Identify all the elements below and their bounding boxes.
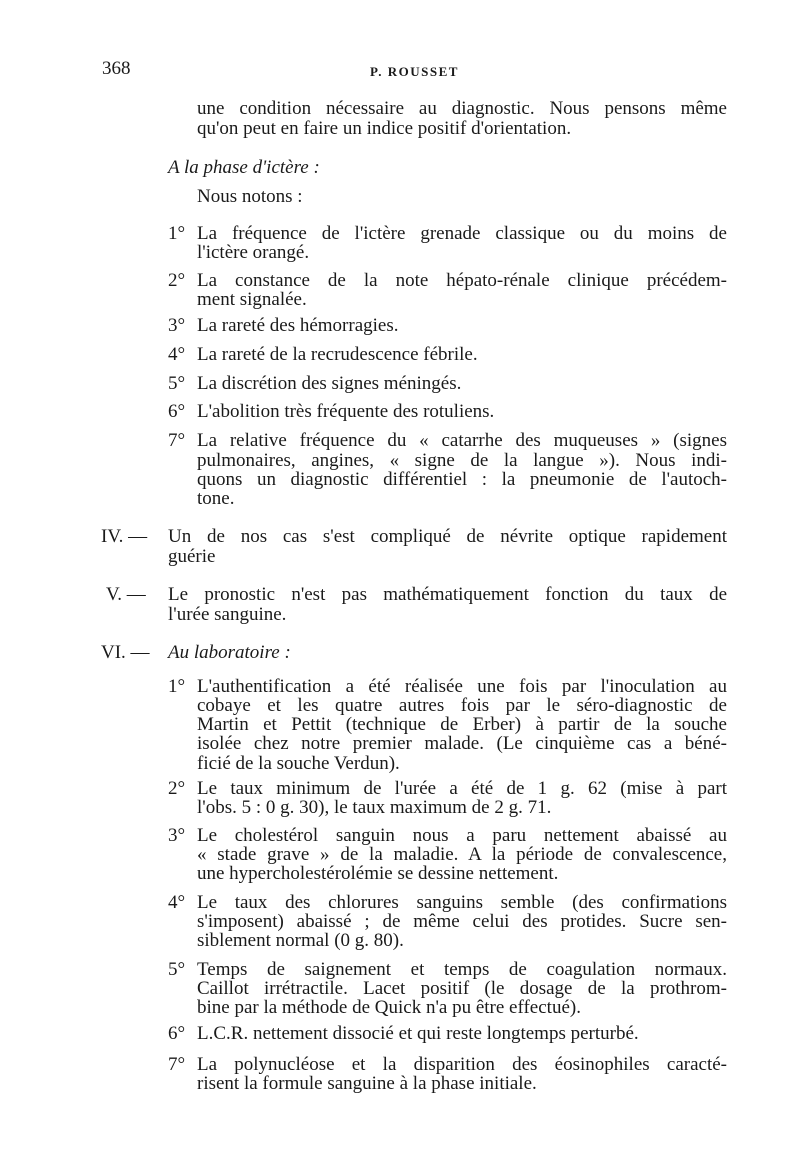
item-line: isolée chez notre premier malade. (Le cinquième cas a béné- — [197, 733, 727, 754]
item-number: 6° — [168, 401, 186, 422]
item-line: tone. — [197, 488, 235, 509]
item-number: 6° — [168, 1023, 186, 1044]
item-line: La rareté de la recrudescence fébrile. — [197, 344, 478, 365]
item-number: 2° — [168, 778, 186, 799]
item-line: siblement normal (0 g. 80). — [197, 930, 404, 951]
running-head: P. ROUSSET — [370, 64, 459, 79]
item-line: La relative fréquence du « catarrhe des muqueuses » (signes — [197, 430, 727, 451]
item-line: cobaye et les quatre autres fois par le séro-diagnostic de — [197, 695, 727, 716]
section-heading: Au laboratoire : — [168, 642, 291, 663]
item-line: Caillot irrétractile. Lacet positif (le dosage de la prothrom- — [197, 978, 727, 999]
item-line: ficié de la souche Verdun). — [197, 753, 400, 774]
item-number: 2° — [168, 270, 186, 291]
section-numeral: V. — — [106, 584, 146, 605]
item-line: La fréquence de l'ictère grenade classique ou du moins de — [197, 223, 727, 244]
item-number: 5° — [168, 373, 186, 394]
item-line: Martin et Pettit (technique de Erber) à partir de la souche — [197, 714, 727, 735]
paragraph-line: Le pronostic n'est pas mathématiquement fonction du taux de — [168, 584, 727, 605]
item-number: 1° — [168, 676, 186, 697]
item-line: « stade grave » de la maladie. A la période de convalescence, — [197, 844, 727, 865]
item-line: L.C.R. nettement dissocié et qui reste longtemps perturbé. — [197, 1023, 639, 1044]
item-line: La discrétion des signes méningés. — [197, 373, 462, 394]
section-numeral: IV. — — [101, 526, 148, 547]
item-number: 7° — [168, 430, 186, 451]
item-line: pulmonaires, angines, « signe de la langue »). Nous indi- — [197, 450, 727, 471]
item-line: l'ictère orangé. — [197, 242, 310, 263]
item-line: La rareté des hémorragies. — [197, 315, 399, 336]
item-line: une hypercholestérolémie se dessine nettement. — [197, 863, 559, 884]
paragraph-line: guérie — [168, 546, 216, 567]
lead-text: Nous notons : — [197, 186, 303, 207]
item-line: ment signalée. — [197, 289, 307, 310]
item-number: 3° — [168, 825, 186, 846]
item-line: quons un diagnostic différentiel : la pneumonie de l'autoch- — [197, 469, 727, 490]
item-line: Le taux des chlorures sanguins semble (des confirmations — [197, 892, 727, 913]
item-line: Le taux minimum de l'urée a été de 1 g. 62 (mise à part — [197, 778, 727, 799]
item-line: L'authentification a été réalisée une fois par l'inoculation au — [197, 676, 727, 697]
paragraph-line: l'urée sanguine. — [168, 604, 287, 625]
item-line: Le cholestérol sanguin nous a paru nettement abaissé au — [197, 825, 727, 846]
item-line: La polynucléose et la disparition des éosinophiles caracté- — [197, 1054, 727, 1075]
item-line: bine par la méthode de Quick n'a pu être effectué). — [197, 997, 581, 1018]
item-line: s'imposent) abaissé ; de même celui des protides. Sucre sen- — [197, 911, 727, 932]
item-line: L'abolition très fréquente des rotuliens. — [197, 401, 495, 422]
item-number: 5° — [168, 959, 186, 980]
page-number: 368 — [102, 58, 131, 79]
paragraph-line: Un de nos cas s'est compliqué de névrite optique rapidement — [168, 526, 727, 547]
paragraph-line: une condition nécessaire au diagnostic. Nous pensons même — [197, 98, 727, 119]
section-numeral: VI. — — [101, 642, 150, 663]
item-number: 4° — [168, 892, 186, 913]
item-line: Temps de saignement et temps de coagulation normaux. — [197, 959, 727, 980]
item-number: 3° — [168, 315, 186, 336]
item-line: La constance de la note hépato-rénale clinique précédem- — [197, 270, 727, 291]
item-number: 7° — [168, 1054, 186, 1075]
section-heading: A la phase d'ictère : — [168, 157, 320, 178]
paragraph-line: qu'on peut en faire un indice positif d'orientation. — [197, 118, 572, 139]
item-line: risent la formule sanguine à la phase initiale. — [197, 1073, 537, 1094]
item-number: 4° — [168, 344, 186, 365]
item-number: 1° — [168, 223, 186, 244]
item-line: l'obs. 5 : 0 g. 30), le taux maximum de 2 g. 71. — [197, 797, 552, 818]
